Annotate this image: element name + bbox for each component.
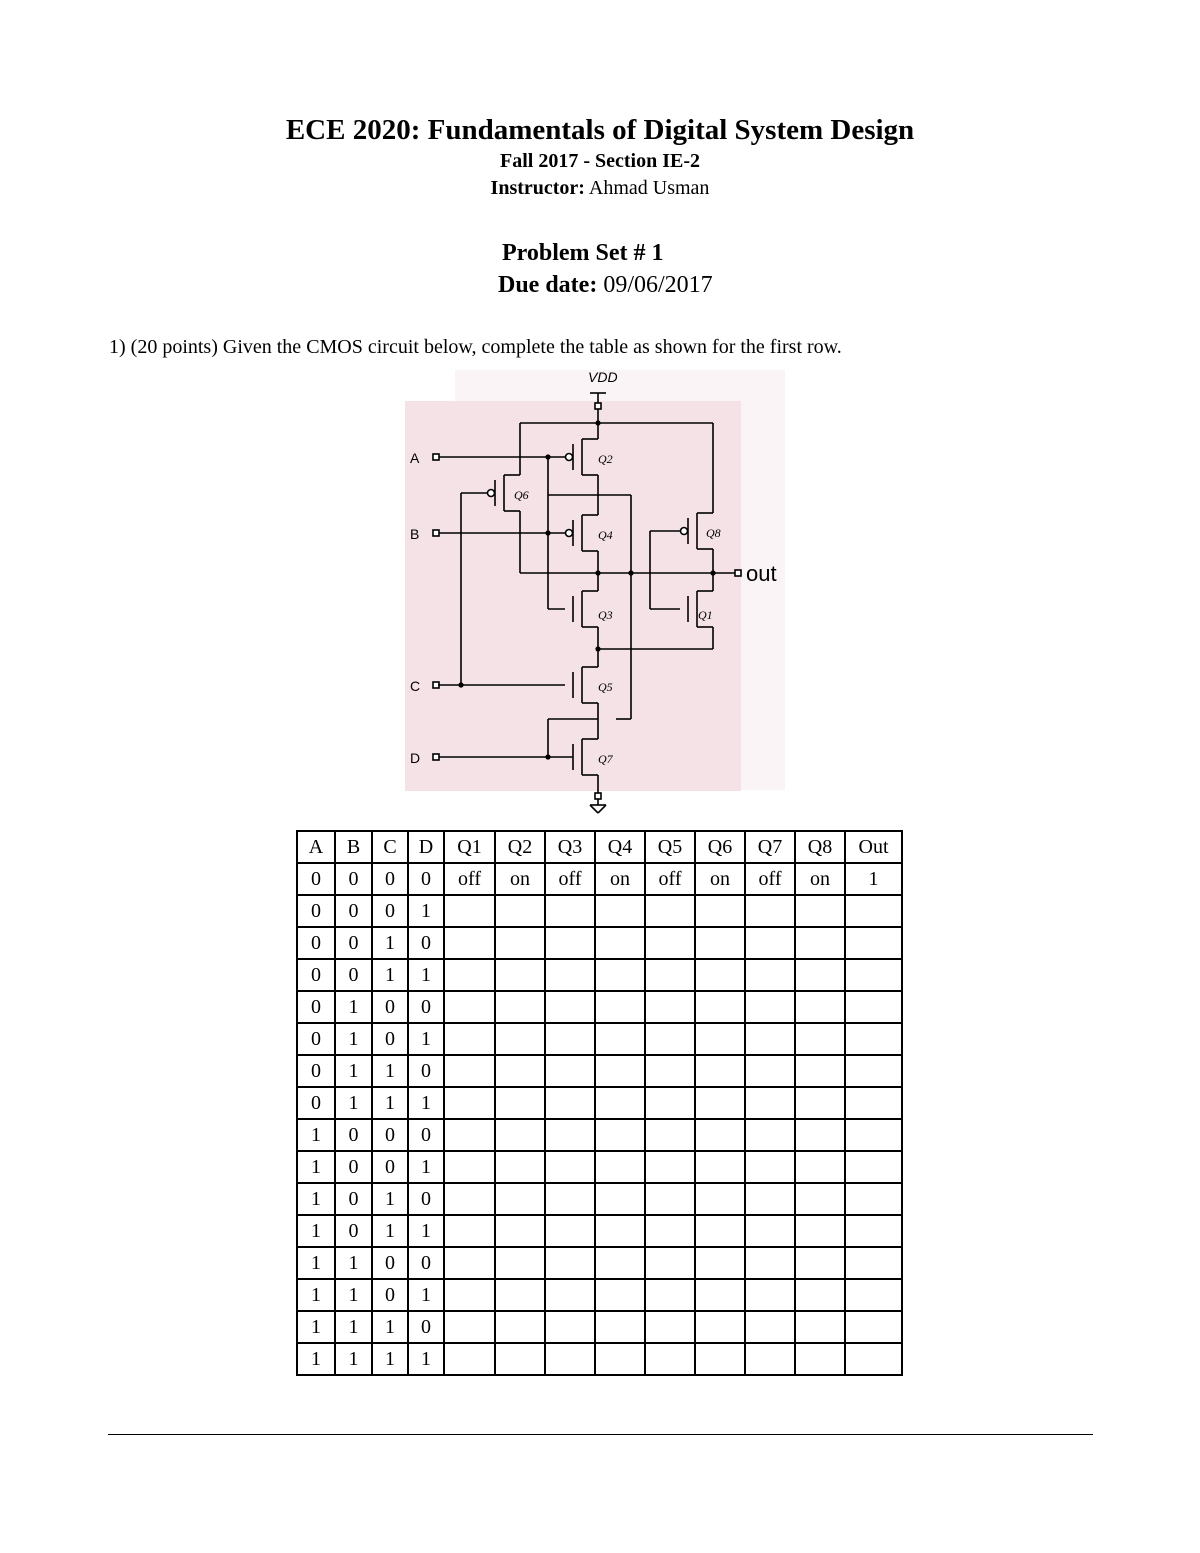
answer-cell[interactable] [695, 959, 745, 991]
answer-cell[interactable] [645, 1151, 695, 1183]
table-row [297, 1343, 902, 1375]
answer-cell[interactable]: on [795, 863, 845, 895]
answer-cell[interactable] [444, 927, 495, 959]
input-cell: 0 [297, 959, 335, 991]
answer-cell[interactable] [845, 959, 902, 991]
answer-cell[interactable] [745, 1023, 795, 1055]
answer-cell[interactable] [645, 959, 695, 991]
table-row [297, 1055, 902, 1087]
answer-cell[interactable] [444, 1183, 495, 1215]
input-cell: 0 [408, 863, 444, 895]
answer-cell[interactable]: off [745, 863, 795, 895]
input-cell: 1 [372, 1087, 408, 1119]
answer-cell[interactable] [444, 1279, 495, 1311]
input-cell: 0 [335, 1151, 372, 1183]
instructor-label: Instructor: [490, 177, 585, 199]
answer-cell[interactable] [795, 1151, 845, 1183]
input-b-label: B [410, 526, 420, 542]
answer-cell[interactable] [595, 959, 645, 991]
q1-label: Q1 [698, 608, 713, 622]
input-cell: 1 [335, 1023, 372, 1055]
answer-cell[interactable] [545, 1247, 595, 1279]
answer-cell[interactable] [795, 991, 845, 1023]
answer-cell[interactable] [545, 991, 595, 1023]
answer-cell[interactable] [745, 1343, 795, 1375]
input-cell: 1 [372, 959, 408, 991]
answer-cell[interactable] [695, 991, 745, 1023]
input-cell: 1 [372, 1183, 408, 1215]
input-cell: 0 [408, 927, 444, 959]
table-row [297, 1087, 902, 1119]
input-cell: 0 [408, 991, 444, 1023]
input-cell: 0 [372, 1247, 408, 1279]
answer-cell[interactable] [845, 1055, 902, 1087]
answer-cell[interactable] [795, 1343, 845, 1375]
answer-cell[interactable] [845, 1119, 902, 1151]
answer-cell[interactable] [845, 991, 902, 1023]
answer-cell[interactable] [845, 1311, 902, 1343]
answer-cell[interactable] [845, 1279, 902, 1311]
answer-cell[interactable] [495, 1247, 545, 1279]
answer-cell[interactable] [545, 1055, 595, 1087]
question-text: 1) (20 points) Given the CMOS circuit below, complete the table as shown for the first row. [109, 336, 842, 358]
answer-cell[interactable] [595, 1023, 645, 1055]
input-cell: 1 [372, 1055, 408, 1087]
answer-cell[interactable] [444, 959, 495, 991]
input-cell: 0 [335, 863, 372, 895]
input-cell: 0 [297, 927, 335, 959]
table-header-cell: Q4 [595, 831, 645, 863]
answer-cell[interactable] [745, 895, 795, 927]
input-cell: 0 [372, 1119, 408, 1151]
input-cell: 1 [297, 1151, 335, 1183]
answer-cell[interactable] [545, 895, 595, 927]
input-cell: 1 [372, 927, 408, 959]
answer-cell[interactable] [545, 1215, 595, 1247]
answer-cell[interactable] [845, 1343, 902, 1375]
answer-cell[interactable] [745, 1151, 795, 1183]
input-cell: 1 [372, 1343, 408, 1375]
table-row [297, 927, 902, 959]
answer-cell[interactable] [495, 1343, 545, 1375]
q7-label: Q7 [598, 752, 613, 766]
table-header-cell: Out [845, 831, 902, 863]
input-cell: 1 [408, 895, 444, 927]
q8-label: Q8 [706, 526, 721, 540]
input-cell: 1 [408, 1151, 444, 1183]
answer-cell[interactable] [645, 1087, 695, 1119]
input-cell: 1 [297, 1215, 335, 1247]
answer-cell[interactable] [845, 1151, 902, 1183]
answer-cell[interactable] [595, 1055, 645, 1087]
table-header-cell: D [408, 831, 444, 863]
input-cell: 1 [297, 1279, 335, 1311]
input-cell: 1 [297, 1183, 335, 1215]
answer-cell[interactable] [495, 1215, 545, 1247]
input-cell: 0 [297, 1055, 335, 1087]
answer-cell[interactable] [545, 1343, 595, 1375]
answer-cell[interactable] [745, 1087, 795, 1119]
table-header-cell: Q2 [495, 831, 545, 863]
answer-cell[interactable] [745, 927, 795, 959]
answer-cell[interactable] [645, 1247, 695, 1279]
answer-cell[interactable] [495, 895, 545, 927]
input-cell: 0 [335, 1119, 372, 1151]
answer-cell[interactable] [645, 991, 695, 1023]
input-cell: 1 [372, 1215, 408, 1247]
table-row [297, 1247, 902, 1279]
answer-cell[interactable] [545, 1151, 595, 1183]
input-cell: 0 [372, 1023, 408, 1055]
answer-cell[interactable] [645, 927, 695, 959]
input-cell: 0 [372, 1279, 408, 1311]
input-cell: 1 [408, 1023, 444, 1055]
table-row [297, 863, 902, 895]
input-cell: 0 [335, 1215, 372, 1247]
answer-cell[interactable] [595, 895, 645, 927]
answer-cell[interactable] [595, 927, 645, 959]
table-row [297, 1151, 902, 1183]
course-term: Fall 2017 - Section IE-2 [500, 150, 700, 172]
answer-cell[interactable] [845, 1087, 902, 1119]
answer-cell[interactable] [495, 1119, 545, 1151]
answer-cell[interactable] [845, 1023, 902, 1055]
answer-cell[interactable] [545, 1183, 595, 1215]
answer-cell[interactable]: on [595, 863, 645, 895]
input-cell: 0 [335, 959, 372, 991]
due-date-line [498, 272, 713, 299]
answer-cell[interactable] [495, 1087, 545, 1119]
table-header-cell: Q8 [795, 831, 845, 863]
answer-cell[interactable] [795, 1023, 845, 1055]
answer-cell[interactable] [795, 927, 845, 959]
q5-label: Q5 [598, 680, 613, 694]
answer-cell[interactable] [745, 1119, 795, 1151]
answer-cell[interactable] [545, 1023, 595, 1055]
input-cell: 0 [408, 1055, 444, 1087]
input-cell: 1 [408, 1215, 444, 1247]
input-cell: 0 [335, 895, 372, 927]
answer-cell[interactable] [745, 1183, 795, 1215]
input-cell: 0 [297, 1087, 335, 1119]
answer-cell[interactable] [795, 895, 845, 927]
input-cell: 1 [297, 1343, 335, 1375]
input-cell: 1 [297, 1247, 335, 1279]
answer-cell[interactable] [545, 959, 595, 991]
answer-cell[interactable] [595, 1311, 645, 1343]
answer-cell[interactable] [745, 1247, 795, 1279]
answer-cell[interactable] [545, 1311, 595, 1343]
answer-cell[interactable]: off [645, 863, 695, 895]
input-cell: 1 [408, 1279, 444, 1311]
answer-cell[interactable]: on [495, 863, 545, 895]
answer-cell[interactable] [444, 1311, 495, 1343]
answer-cell[interactable] [745, 991, 795, 1023]
answer-cell[interactable] [545, 1279, 595, 1311]
answer-cell[interactable] [595, 991, 645, 1023]
instructor-name: Ahmad Usman [588, 177, 710, 199]
input-cell: 1 [335, 1311, 372, 1343]
table-header-cell: Q1 [444, 831, 495, 863]
answer-cell[interactable]: off [545, 863, 595, 895]
due-date-value: 09/06/2017 [603, 272, 713, 298]
input-cell: 1 [335, 1343, 372, 1375]
answer-cell[interactable] [595, 1279, 645, 1311]
table-row [297, 959, 902, 991]
input-cell: 1 [335, 1087, 372, 1119]
answer-cell[interactable] [495, 1279, 545, 1311]
answer-cell[interactable] [545, 927, 595, 959]
input-cell: 1 [408, 1087, 444, 1119]
answer-cell[interactable] [444, 1343, 495, 1375]
answer-cell[interactable] [845, 1247, 902, 1279]
input-cell: 0 [408, 1119, 444, 1151]
answer-cell[interactable] [695, 1087, 745, 1119]
input-cell: 1 [335, 1279, 372, 1311]
answer-cell[interactable] [795, 1311, 845, 1343]
answer-cell[interactable] [595, 1119, 645, 1151]
table-row [297, 991, 902, 1023]
answer-cell[interactable] [545, 1087, 595, 1119]
answer-cell[interactable] [695, 1151, 745, 1183]
input-cell: 0 [372, 895, 408, 927]
answer-cell[interactable] [795, 959, 845, 991]
table-header-cell: A [297, 831, 335, 863]
answer-cell[interactable] [695, 1055, 745, 1087]
answer-cell[interactable] [595, 1343, 645, 1375]
vdd-label: VDD [588, 369, 618, 385]
table-header-row [297, 831, 902, 863]
answer-cell[interactable] [795, 1279, 845, 1311]
input-cell: 1 [335, 1055, 372, 1087]
answer-cell[interactable] [845, 1183, 902, 1215]
answer-cell[interactable] [745, 1279, 795, 1311]
table-header-cell: Q3 [545, 831, 595, 863]
answer-cell[interactable] [645, 1343, 695, 1375]
answer-cell[interactable] [795, 1055, 845, 1087]
answer-cell[interactable] [444, 895, 495, 927]
answer-cell[interactable] [645, 1279, 695, 1311]
answer-cell[interactable] [495, 1151, 545, 1183]
problem-set-title: Problem Set # 1 [502, 240, 664, 266]
answer-cell[interactable] [444, 1087, 495, 1119]
answer-cell[interactable] [495, 1183, 545, 1215]
bottom-rule [108, 1434, 1093, 1435]
input-cell: 0 [297, 895, 335, 927]
answer-cell[interactable] [695, 1247, 745, 1279]
answer-cell[interactable] [695, 895, 745, 927]
table-row [297, 1119, 902, 1151]
input-cell: 1 [335, 991, 372, 1023]
q2-label: Q2 [598, 452, 613, 466]
table-row [297, 895, 902, 927]
output-label: out [746, 561, 777, 586]
answer-cell[interactable] [795, 1183, 845, 1215]
instructor-line [0, 175, 1200, 202]
answer-cell[interactable] [695, 1023, 745, 1055]
answer-cell[interactable] [444, 991, 495, 1023]
answer-cell[interactable] [495, 959, 545, 991]
truth-table [296, 830, 903, 1376]
answer-cell[interactable] [595, 1087, 645, 1119]
answer-cell[interactable] [495, 927, 545, 959]
answer-cell[interactable] [595, 1247, 645, 1279]
input-cell: 1 [408, 1343, 444, 1375]
answer-cell[interactable]: 1 [845, 863, 902, 895]
answer-cell[interactable] [495, 1055, 545, 1087]
answer-cell[interactable] [795, 1247, 845, 1279]
input-cell: 0 [297, 863, 335, 895]
answer-cell[interactable] [745, 1311, 795, 1343]
answer-cell[interactable] [444, 1119, 495, 1151]
answer-cell[interactable] [795, 1087, 845, 1119]
input-cell: 0 [372, 863, 408, 895]
table-row [297, 1023, 902, 1055]
answer-cell[interactable] [695, 1215, 745, 1247]
input-cell: 0 [335, 927, 372, 959]
table-row [297, 1183, 902, 1215]
answer-cell[interactable] [695, 1279, 745, 1311]
answer-cell[interactable] [745, 1055, 795, 1087]
q3-label: Q3 [598, 608, 613, 622]
table-header-cell: C [372, 831, 408, 863]
document-header [0, 112, 1200, 202]
input-cell: 0 [335, 1183, 372, 1215]
input-cell: 0 [408, 1183, 444, 1215]
table-row [297, 1279, 902, 1311]
input-cell: 0 [372, 991, 408, 1023]
answer-cell[interactable] [845, 927, 902, 959]
input-cell: 1 [297, 1311, 335, 1343]
answer-cell[interactable] [595, 1183, 645, 1215]
answer-cell[interactable] [444, 1055, 495, 1087]
answer-cell[interactable]: on [695, 863, 745, 895]
input-cell: 0 [372, 1151, 408, 1183]
answer-cell[interactable] [444, 1151, 495, 1183]
table-header-cell: Q6 [695, 831, 745, 863]
answer-cell[interactable] [745, 1215, 795, 1247]
input-cell: 0 [297, 991, 335, 1023]
table-header-cell: B [335, 831, 372, 863]
answer-cell[interactable] [695, 927, 745, 959]
answer-cell[interactable] [645, 1183, 695, 1215]
input-cell: 1 [297, 1119, 335, 1151]
input-cell: 0 [408, 1311, 444, 1343]
input-cell: 1 [372, 1311, 408, 1343]
answer-cell[interactable] [695, 1119, 745, 1151]
table-header-cell: Q7 [745, 831, 795, 863]
answer-cell[interactable] [595, 1215, 645, 1247]
table-row [297, 1215, 902, 1247]
input-cell: 0 [408, 1247, 444, 1279]
answer-cell[interactable] [444, 1215, 495, 1247]
answer-cell[interactable] [645, 1023, 695, 1055]
input-d-label: D [410, 750, 421, 766]
course-title: ECE 2020: Fundamentals of Digital System Design [285, 114, 915, 146]
answer-cell[interactable] [695, 1343, 745, 1375]
answer-cell[interactable] [595, 1151, 645, 1183]
answer-cell[interactable] [495, 991, 545, 1023]
input-c-label: C [410, 678, 421, 694]
cmos-circuit-diagram [400, 365, 790, 820]
answer-cell[interactable] [645, 1055, 695, 1087]
answer-cell[interactable] [545, 1119, 595, 1151]
input-cell: 0 [297, 1023, 335, 1055]
answer-cell[interactable] [795, 1119, 845, 1151]
q6-label: Q6 [514, 488, 529, 502]
answer-cell[interactable] [645, 895, 695, 927]
answer-cell[interactable] [444, 1023, 495, 1055]
answer-cell[interactable] [495, 1311, 545, 1343]
answer-cell[interactable] [745, 959, 795, 991]
table-header-cell: Q5 [645, 831, 695, 863]
answer-cell[interactable] [695, 1183, 745, 1215]
answer-cell[interactable] [495, 1023, 545, 1055]
answer-cell[interactable] [795, 1215, 845, 1247]
q4-label: Q4 [598, 528, 613, 542]
answer-cell[interactable] [444, 1247, 495, 1279]
answer-cell[interactable] [845, 895, 902, 927]
input-cell: 1 [408, 959, 444, 991]
input-a-label: A [410, 450, 420, 466]
answer-cell[interactable] [645, 1215, 695, 1247]
answer-cell[interactable] [845, 1215, 902, 1247]
due-date-label: Due date: [498, 272, 598, 298]
input-cell: 1 [335, 1247, 372, 1279]
answer-cell[interactable]: off [444, 863, 495, 895]
answer-cell[interactable] [695, 1311, 745, 1343]
answer-cell[interactable] [645, 1311, 695, 1343]
answer-cell[interactable] [645, 1119, 695, 1151]
table-row [297, 1311, 902, 1343]
